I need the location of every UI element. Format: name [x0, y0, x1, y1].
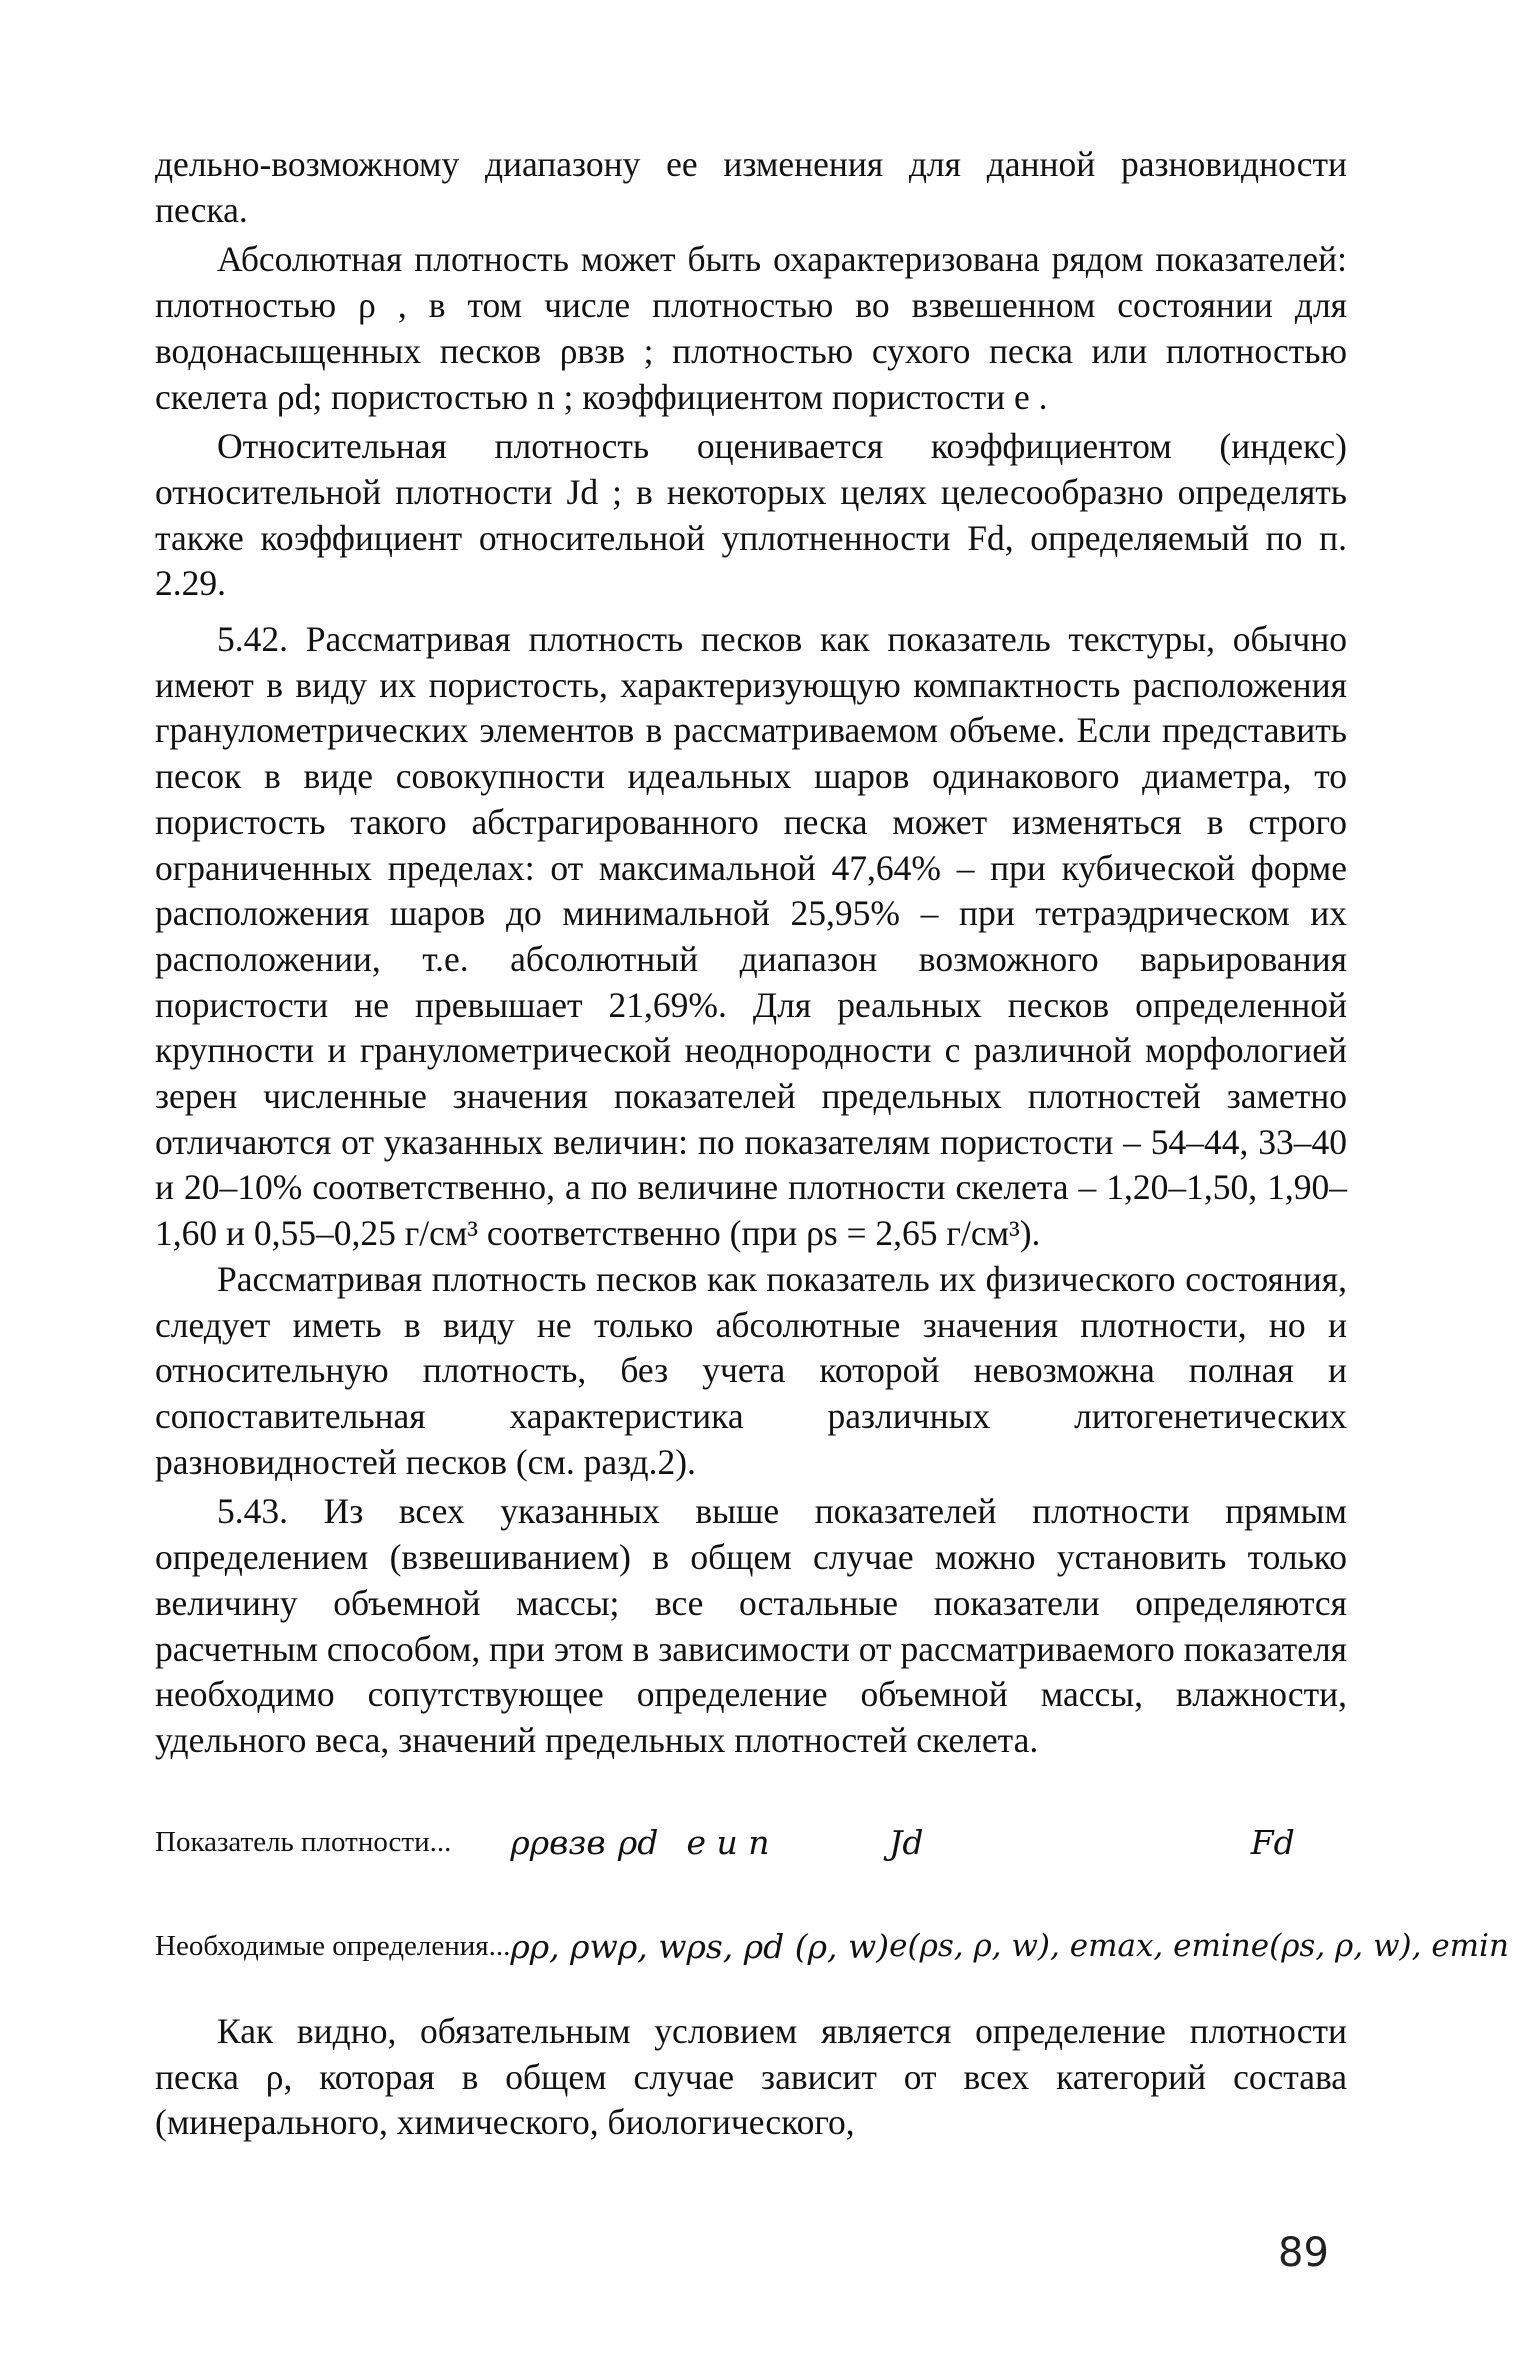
- paragraph-absolute-density: Абсолютная плотность может быть охарактеризована рядом показателей: плотностью ρ , в том числе плотностью во взвешенном состоянии для водонасыщенных песков ρвзв ; плотностью сухого песка или плотностью скелета ρd; пористостью n ; коэффициентом пористости e .: [155, 239, 1347, 417]
- paragraph-physical-state: Рассматривая плотность песков как показатель их физического состояния, следует иметь в виду не только абсолютные значения плотности, но и относительную плотность, без учета которой невозможна полная и сопоставительная характеристика различных литогенетических разновидностей песков (см. разд.2).: [155, 1258, 1347, 1482]
- row-label-indicator: Показатель плотности...: [155, 1825, 452, 1858]
- table-cell: ρ, w: [617, 1926, 687, 1966]
- paragraph-section-5-42: 5.42. Рассматривая плотность песков как показатель текстуры, обычно имеют в виду их пористость, характеризующую компактность расположения гранулометрических элементов в рассматриваемом объеме. Если представить песок в виде совокупности идеальных шаров одинакового диаметра, то пористость такого абстрагированного песка может изменяться в строго ограниченных пределах: от максимальной 47,64% – при кубической форме расположения шаров до минимальной 25,95% – при тетраэдрическом их расположении, т.е. абсолютный диапазон возможного варьирования пористости не превышает 21,69%. Для реальных песков определенной крупности и гранулометрической неоднородности с различной морфологией зерен численные значения показателей предельных плотностей заметно отличаются от указанных величин: по показателям пористости – 54–44, 33–40 и 20–10% соответственно, а по величине плотности скелета – 1,20–1,50, 1,90–1,60 и 0,55–0,25 г/см³ соответственно (при ρs = 2,65 г/см³).: [155, 619, 1347, 1254]
- body-text-tail: [155, 2009, 1347, 2146]
- table-cell: ρвзв: [529, 1822, 606, 1862]
- density-indicators-table: [155, 1792, 1509, 2000]
- table-cell: e(ρs, ρ, w), emax, emin: [889, 1928, 1251, 1964]
- table-cell: e(ρs, ρ, w), emin: [1250, 1928, 1509, 1964]
- page-number: 89: [1278, 2230, 1329, 2276]
- table-cell: Fd: [1250, 1822, 1295, 1862]
- body-text: [155, 142, 1347, 1764]
- row-label-required: Необходимые определения...: [155, 1929, 511, 1962]
- table-cell: Jd: [889, 1822, 924, 1862]
- table-cell: ρ, ρw: [529, 1926, 618, 1966]
- table-cell: ρs, ρd (ρ, w): [686, 1926, 890, 1966]
- paragraph-section-5-43: 5.43. Из всех указанных выше показателей плотности прямым определением (взвешиванием) в общем случае можно установить только величину объемной массы; все остальные показатели определяются расчетным способом, при этом в зависимости от рассматриваемого показателя необходимо сопутствующее определение объемной массы, влажности, удельного веса, значений предельных плотностей скелета.: [155, 1491, 1347, 1760]
- paragraph-conclusion: Как видно, обязательным условием является определение плотности песка ρ, которая в общем случае зависит от всех категорий состава (минерального, химического, биологического,: [155, 2011, 1347, 2143]
- table-cell: e и n: [686, 1822, 770, 1862]
- table-cell: ρ: [510, 1822, 530, 1862]
- paragraph-relative-density: Относительная плотность оценивается коэффициентом (индекс) относительной плотности Jd ; в некоторых целях целесообразно определять также коэффициент относительной уплотненности Fd, определяемый по п. 2.29.: [155, 426, 1347, 604]
- table-row: [155, 1892, 1509, 2000]
- table-row: [155, 1792, 1509, 1892]
- table-cell: ρ: [510, 1926, 530, 1966]
- paragraph-continuation: дельно-возможному диапазону ее изменения для данной разновидности песка.: [155, 144, 1347, 230]
- table-cell: ρd: [617, 1822, 659, 1862]
